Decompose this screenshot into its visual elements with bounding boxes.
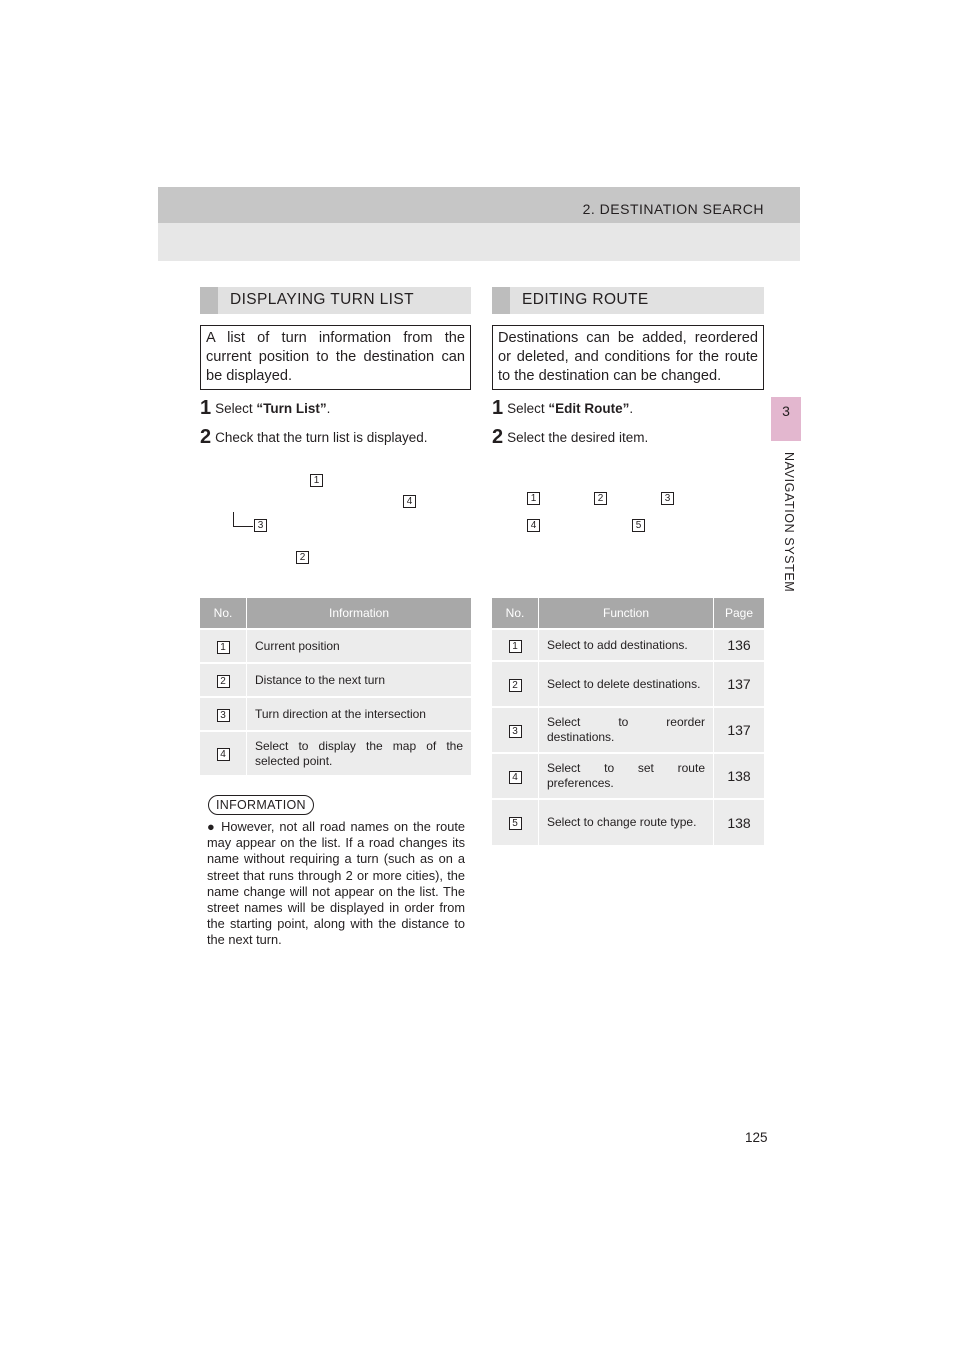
row-number: 2 <box>217 675 230 688</box>
row-number: 5 <box>509 817 522 830</box>
row-number: 1 <box>217 641 230 654</box>
row-number: 4 <box>217 748 230 761</box>
callout-4: 4 <box>527 519 540 532</box>
callout-3: 3 <box>661 492 674 505</box>
step-text: Select <box>215 401 257 416</box>
callout-2: 2 <box>594 492 607 505</box>
step-1: 1 Select “Edit Route”. <box>492 397 634 419</box>
row-number: 3 <box>217 709 230 722</box>
table-row <box>492 799 764 845</box>
section-heading-text: EDITING ROUTE <box>522 291 649 308</box>
chapter-number: 3 <box>782 403 790 419</box>
row-page: 137 <box>714 661 765 707</box>
heading-marker <box>200 287 218 314</box>
table-row <box>492 707 764 753</box>
step-1: 1 Select “Turn List”. <box>200 397 331 419</box>
col-header-no: No. <box>200 598 247 629</box>
table-row <box>200 663 471 697</box>
table-row <box>492 629 764 661</box>
row-page: 136 <box>714 629 765 661</box>
row-info: Select to display the map of the selected point. <box>247 731 472 775</box>
heading-marker <box>492 287 510 314</box>
callout-5: 5 <box>632 519 645 532</box>
row-function: Select to set route preferences. <box>539 753 714 799</box>
callout-leader-horizontal <box>233 526 253 527</box>
page-number: 125 <box>745 1130 768 1145</box>
turn-list-table <box>200 598 471 775</box>
col-header-page: Page <box>714 598 765 629</box>
header-subbar <box>158 223 800 261</box>
col-header-information: Information <box>247 598 472 629</box>
row-function: Select to delete destinations. <box>539 661 714 707</box>
callout-leader-vertical <box>233 512 234 526</box>
step-2 <box>200 426 427 449</box>
row-number: 3 <box>509 725 522 738</box>
section-heading-editing-route <box>492 287 764 314</box>
col-header-no: No. <box>492 598 539 629</box>
row-page: 138 <box>714 753 765 799</box>
row-number: 1 <box>509 640 522 653</box>
callout-4: 4 <box>403 495 416 508</box>
section-description: A list of turn information from the current position to the destination can be displayed. <box>200 325 471 390</box>
section-heading-text: DISPLAYING TURN LIST <box>230 291 414 308</box>
edit-route-table <box>492 598 764 845</box>
information-badge: INFORMATION <box>208 795 314 815</box>
row-page: 137 <box>714 707 765 753</box>
step-text: Select <box>507 401 549 416</box>
step-button-ref: “Turn List” <box>256 401 327 416</box>
row-number: 4 <box>509 771 522 784</box>
table-row <box>200 697 471 731</box>
step-text: Select the desired item. <box>507 430 649 445</box>
step-text: Check that the turn list is displayed. <box>215 430 428 445</box>
step-button-ref: “Edit Route” <box>548 401 630 416</box>
row-function: Select to add destinations. <box>539 629 714 661</box>
table-row <box>200 629 471 663</box>
table-row <box>492 753 764 799</box>
row-page: 138 <box>714 799 765 845</box>
chapter-side-label: NAVIGATION SYSTEM <box>782 452 796 593</box>
callout-3: 3 <box>254 519 267 532</box>
step-number: 1 <box>492 397 504 419</box>
information-text: However, not all road names on the route may appear on the list. If a road changes its name without requiring a turn (such as on a street that runs through 2 or more cities), the name change will not appear on the list. The street names will be displayed in order from the starting point, along with the distance to the next turn. <box>207 819 465 948</box>
row-function: Select to change route type. <box>539 799 714 845</box>
chapter-title: 2. DESTINATION SEARCH <box>582 201 764 217</box>
bullet-icon: ● <box>207 819 217 834</box>
callout-1: 1 <box>527 492 540 505</box>
information-note <box>207 819 465 949</box>
step-2 <box>492 426 648 449</box>
callout-2: 2 <box>296 551 309 564</box>
col-header-function: Function <box>539 598 714 629</box>
row-function: Select to reorder destinations. <box>539 707 714 753</box>
step-number: 2 <box>492 426 504 448</box>
step-number: 2 <box>200 426 212 448</box>
row-info: Turn direction at the intersection <box>247 697 472 731</box>
step-number: 1 <box>200 397 212 419</box>
table-row <box>492 661 764 707</box>
row-info: Distance to the next turn <box>247 663 472 697</box>
section-description: Destinations can be added, reordered or deleted, and conditions for the route to the destination can be changed. <box>492 325 764 390</box>
row-number: 2 <box>509 679 522 692</box>
table-row <box>200 731 471 775</box>
section-heading-turn-list <box>200 287 471 314</box>
row-info: Current position <box>247 629 472 663</box>
callout-1: 1 <box>310 474 323 487</box>
